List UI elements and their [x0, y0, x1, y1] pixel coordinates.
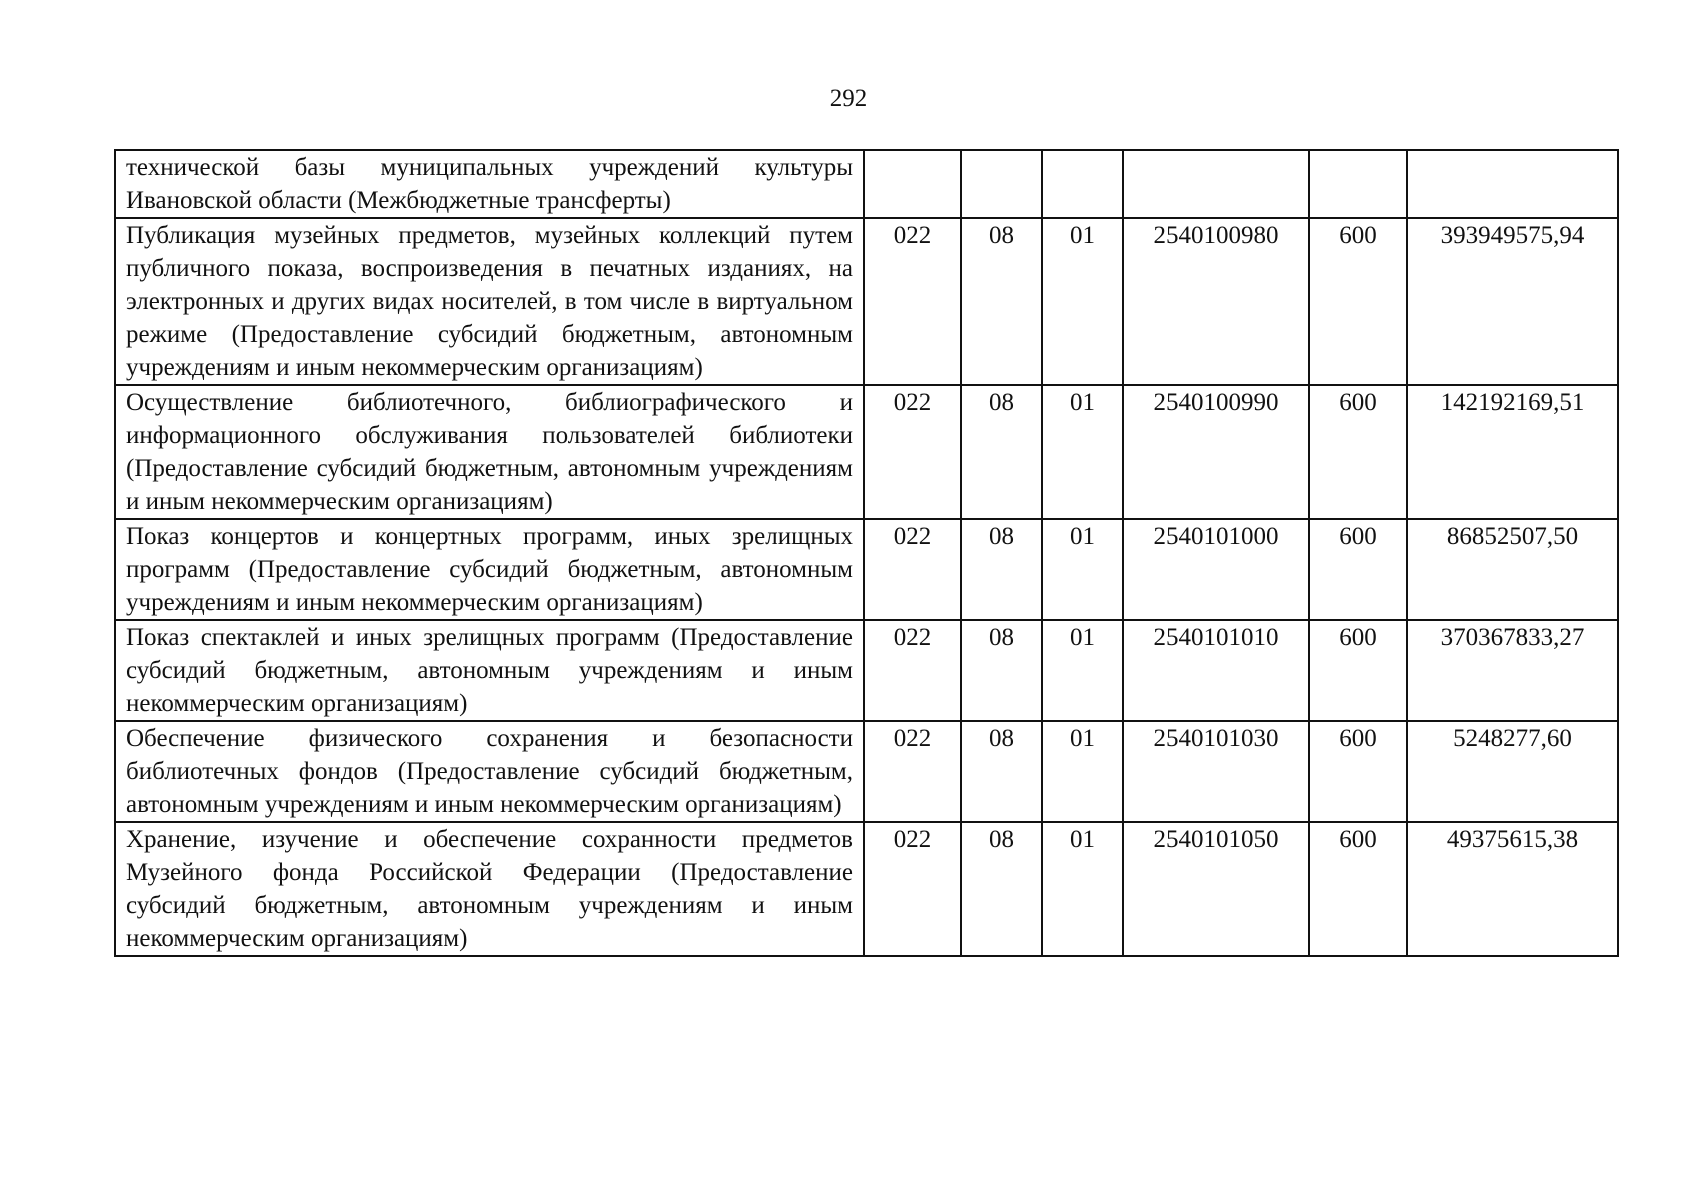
row-description: Обеспечение физического сохранения и безопасности библиотечных фондов (Предоставление субсидий бюджетным, автономным учреждениям и иным некоммерческим организациям) [115, 721, 864, 822]
row-ved: 022 [864, 620, 961, 721]
row-pr: 01 [1042, 822, 1123, 956]
row-pr: 01 [1042, 721, 1123, 822]
row-description: Публикация музейных предметов, музейных коллекций путем публичного показа, воспроизведения в печатных изданиях, на электронных и других видах носителей, в том числе в виртуальном режиме (Предоставление субсидий бюджетным, автономным учреждениям и иным некоммерческим организациям) [115, 218, 864, 385]
table-row [115, 150, 1618, 218]
page-number: 292 [829, 85, 868, 112]
table-row [115, 218, 1618, 385]
table-row [115, 721, 1618, 822]
table-row [115, 620, 1618, 721]
row-ved: 022 [864, 822, 961, 956]
budget-table [114, 149, 1619, 957]
row-vr: 600 [1309, 721, 1407, 822]
row-pr: 01 [1042, 218, 1123, 385]
row-pr: 01 [1042, 385, 1123, 519]
row-description: Хранение, изучение и обеспечение сохранности предметов Музейного фонда Российской Федерации (Предоставление субсидий бюджетным, автономным учреждениям и иным некоммерческим организациям) [115, 822, 864, 956]
row-description: технической базы муниципальных учреждений культуры Ивановской области (Межбюджетные трансферты) [115, 150, 864, 218]
row-rz: 08 [961, 620, 1042, 721]
row-ved: 022 [864, 218, 961, 385]
row-csr [1123, 150, 1309, 218]
row-rz: 08 [961, 385, 1042, 519]
row-rz: 08 [961, 519, 1042, 620]
table-row [115, 822, 1618, 956]
table-row [115, 385, 1618, 519]
row-vr: 600 [1309, 822, 1407, 956]
row-sum: 370367833,27 [1407, 620, 1618, 721]
row-rz: 08 [961, 218, 1042, 385]
row-ved: 022 [864, 519, 961, 620]
row-csr: 2540101010 [1123, 620, 1309, 721]
row-sum: 393949575,94 [1407, 218, 1618, 385]
row-csr: 2540100990 [1123, 385, 1309, 519]
row-rz [961, 150, 1042, 218]
row-vr: 600 [1309, 385, 1407, 519]
row-sum [1407, 150, 1618, 218]
row-pr: 01 [1042, 620, 1123, 721]
row-ved: 022 [864, 385, 961, 519]
row-rz: 08 [961, 721, 1042, 822]
row-csr: 2540101050 [1123, 822, 1309, 956]
row-csr: 2540100980 [1123, 218, 1309, 385]
row-vr: 600 [1309, 620, 1407, 721]
row-vr [1309, 150, 1407, 218]
row-vr: 600 [1309, 218, 1407, 385]
row-description: Осуществление библиотечного, библиографического и информационного обслуживания пользователей библиотеки (Предоставление субсидий бюджетным, автономным учреждениям и иным некоммерческим организациям) [115, 385, 864, 519]
row-vr: 600 [1309, 519, 1407, 620]
row-csr: 2540101000 [1123, 519, 1309, 620]
row-description: Показ спектаклей и иных зрелищных программ (Предоставление субсидий бюджетным, автономным учреждениям и иным некоммерческим организациям) [115, 620, 864, 721]
row-ved [864, 150, 961, 218]
row-description: Показ концертов и концертных программ, иных зрелищных программ (Предоставление субсидий бюджетным, автономным учреждениям и иным некоммерческим организациям) [115, 519, 864, 620]
row-sum: 49375615,38 [1407, 822, 1618, 956]
row-pr [1042, 150, 1123, 218]
row-rz: 08 [961, 822, 1042, 956]
row-sum: 142192169,51 [1407, 385, 1618, 519]
row-sum: 5248277,60 [1407, 721, 1618, 822]
row-sum: 86852507,50 [1407, 519, 1618, 620]
table-row [115, 519, 1618, 620]
row-ved: 022 [864, 721, 961, 822]
row-pr: 01 [1042, 519, 1123, 620]
row-csr: 2540101030 [1123, 721, 1309, 822]
